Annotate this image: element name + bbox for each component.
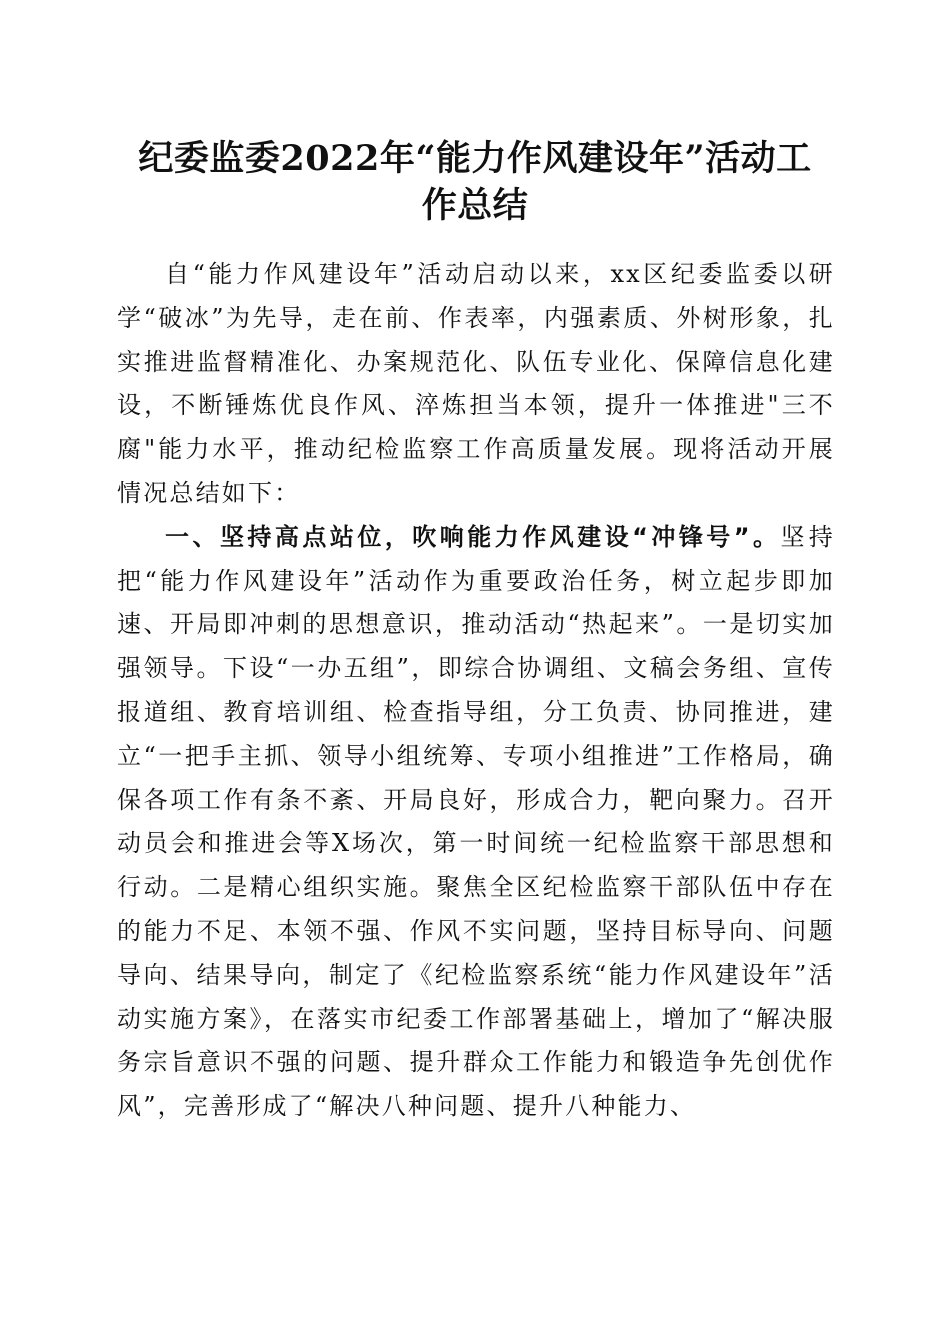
document-title (120, 135, 830, 229)
title-line-1: 纪委监委2022年“能力作风建设年”活动工 (138, 138, 812, 179)
title-line-2: 作总结 (421, 185, 529, 226)
document-body (117, 253, 835, 1129)
intro-paragraph: 自“能力作风建设年”活动启动以来，xx区纪委监委以研学“破冰”为先导，走在前、作表率，内强素质、外树形象，扎实推进监督精准化、办案规范化、队伍专业化、保障信息化建设，不断锤炼优良作风、淬炼担当本领，提升一体推进"三不腐"能力水平，推动纪检监察工作高质量发展。现将活动开展情况总结如下： (117, 260, 835, 507)
section-1-paragraph (117, 516, 835, 1129)
section-1-heading: 一、坚持高点站位，吹响能力作风建设“冲锋号”。 (165, 522, 781, 551)
section-1-body: 坚持把“能力作风建设年”活动作为重要政治任务，树立起步即加速、开局即冲刺的思想意识，推动活动“热起来”。一是切实加强领导。下设“一办五组”，即综合协调组、文稿会务组、宣传报道组、教育培训组、检查指导组，分工负责、协同推进，建立“一把手主抓、领导小组统筹、专项小组推进”工作格局，确保各项工作有条不紊、开局良好，形成合力，靶向聚力。召开动员会和推进会等X场次，第一时间统一纪检监察干部思想和行动。二是精心组织实施。聚焦全区纪检监察干部队伍中存在的能力不足、本领不强、作风不实问题，坚持目标导向、问题导向、结果导向，制定了《纪检监察系统“能力作风建设年”活动实施方案》，在落实市纪委工作部署基础上，增加了“解决服务宗旨意识不强的问题、提升群众工作能力和锻造争先创优作风”，完善形成了“解决八种问题、提升八种能力、 (117, 522, 835, 1121)
